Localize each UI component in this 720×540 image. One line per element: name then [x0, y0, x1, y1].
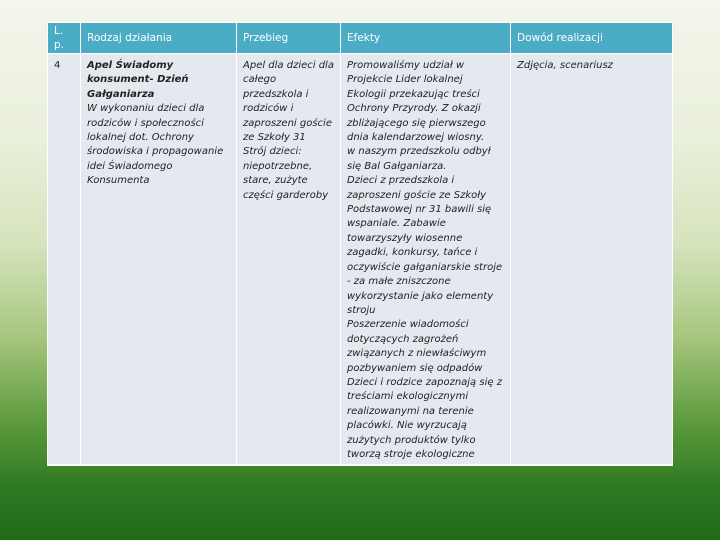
- rodzaj-desc: W wykonaniu dzieci dla rodziców i społeczności lokalnej dot. Ochrony środowiska i propagowanie idei Świadomego Konsumenta: [87, 103, 224, 187]
- row-przebieg: Apel dla dzieci dla całego przedszkola i rodziców i zaproszeni goście ze Szkoły 31 Strój dzieci: niepotrzebne, stare, zużyte części garderoby: [237, 54, 341, 465]
- row-dowod: Zdjęcia, scenariusz: [511, 54, 672, 465]
- row-lp: 4: [48, 54, 81, 465]
- activity-table: [47, 22, 673, 466]
- header-przebieg: Przebieg: [237, 23, 341, 54]
- row-efekty: Promowaliśmy udział w Projekcie Lider lokalnej Ekologii przekazując treści Ochrony Przyrody. Z okazji zbliżającego się pierwszego dnia kalendarzowej wiosny. w naszym przedszkolu odbył się Bal Gałganiarza. Dzieci z przedszkola i zaproszeni goście ze Szkoły Podstawowej nr 31 bawili się wspaniale. Zabawie towarzyszyły wiosenne zagadki, konkursy, tańce i oczywiście gałganiarskie stroje - za małe zniszczone wykorzystanie jako elementy stroju Poszerzenie wiadomości dotyczących zagrożeń związanych z niewłaściwym pozbywaniem się odpadów Dzieci i rodzice zapoznają się z treściami ekologicznymi realizowanymi na terenie placówki. Nie wyrzucają zużytych produktów tylko tworzą stroje ekologiczne: [341, 54, 511, 465]
- header-efekty: Efekty: [341, 23, 511, 54]
- rodzaj-title: Apel Świadomy konsument- Dzień Gałganiarza: [87, 60, 189, 100]
- row-rodzaj: [81, 54, 237, 465]
- header-rodzaj: Rodzaj działania: [81, 23, 237, 54]
- header-lp: L. p.: [48, 23, 81, 54]
- header-dowod: Dowód realizacji: [511, 23, 672, 54]
